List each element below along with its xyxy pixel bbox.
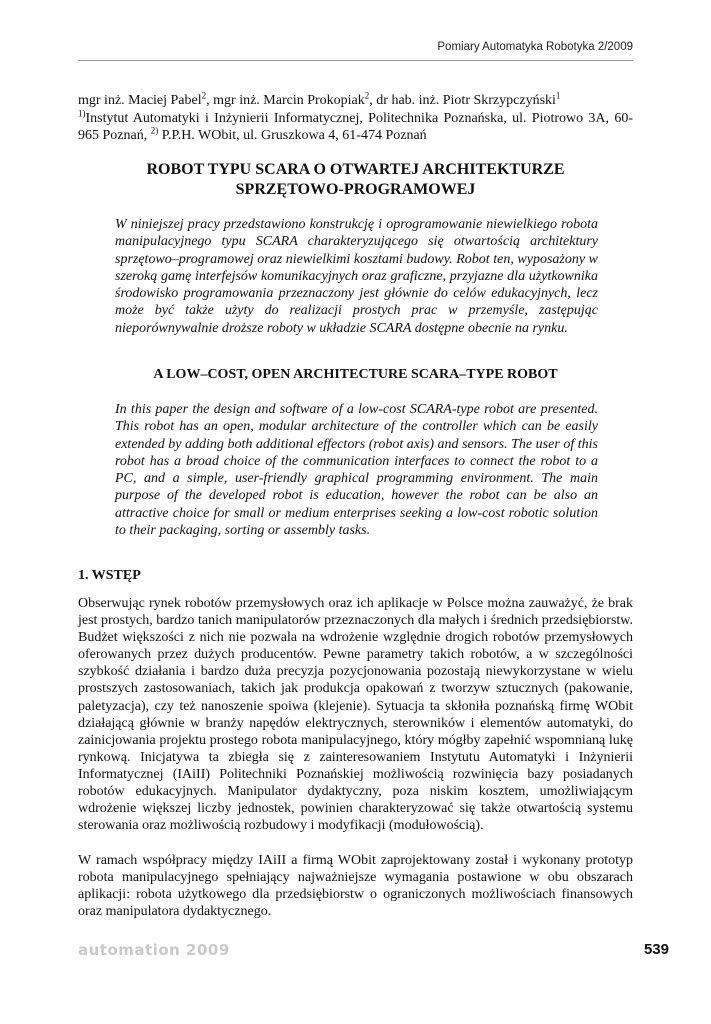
running-head: Pomiary Automatyka Robotyka 2/2009 xyxy=(437,41,633,53)
affiliation-marker: 2) xyxy=(150,125,159,136)
page-number: 539 xyxy=(643,941,669,958)
authors-block xyxy=(78,92,633,145)
paper-title xyxy=(78,160,633,200)
author-name: , mgr inż. Marcin Prokopiak xyxy=(206,93,365,108)
english-title: A LOW–COST, OPEN ARCHITECTURE SCARA–TYPE ROBOT xyxy=(153,367,558,382)
title-line: SPRZĘTOWO-PROGRAMOWEJ xyxy=(235,181,476,198)
affiliation-marker: 1 xyxy=(555,90,561,101)
body-paragraph: W ramach współpracy między IAiII a firmą WObit zaprojektowany został i wykonany prototyp robota manipulacyjnego spełniający najważniejsze wymagania postawione w obu obszarach aplikacji: robota użytkowego dla przedsiębiorstw o ograniczonych możliwościach finansowych oraz manipulatora dydaktycznego. xyxy=(78,853,633,920)
author-name: mgr inż. Maciej Pabel xyxy=(78,93,202,108)
affiliation-marker: 2 xyxy=(201,90,207,101)
body-paragraph: Obserwując rynek robotów przemysłowych oraz ich aplikacje w Polsce można zauważyć, że brak jest prostych, bardzo tanich manipulatorów przeznaczonych dla małych i średnich przedsiębiorstw. Budżet większości z nich nie pozwala na wdrożenie względnie drogich robotów przemysłowych oferowanych przez dużych producentów. Pewne parametry takich robotów, a w szczególności szybkość działania i bardzo duża precyzja pozycjonowania pozostają niewykorzystane w wielu prostszych zastosowaniach, takich jak produkcja opakowań z tworzyw sztucznych (pakowanie, paletyzacja), czy też nanoszenie spoiwa (klejenie). Sytuacja ta skłoniła poznańską firmę WObit działającą głównie w branży napędów elektrycznych, sterowników i elementów automatyki, do zainicjowania projektu prostego robota manipulacyjnego, który mógłby zapełnić wspomnianą lukę rynkową. Inicjatywa ta zbiegła się z zainteresowaniem Instytutu Automatyki i Inżynierii Informatycznej (IAiII) Politechniki Poznańskiej możliwością rozwinięcia bazy posiadanych robotów edukacyjnych. Manipulator dydaktyczny, poza niskim kosztem, umożliwiającym wdrożenie większej liczby jednostek, powinien charakteryzować się także otwartością systemu sterowania oraz możliwością rozbudowy i modyfikacji (modułowością). xyxy=(78,596,633,834)
abstract-english: In this paper the design and software of a low-cost SCARA-type robot are presented. This robot has an open, modular architecture of the controller which can be easily extended by adding both additional effectors (robot axis) and sensors. The user of this robot has a broad choice of the communication interfaces to connect the robot to a PC, and a simple, user-friendly graphical programming environment. The main purpose of the developed robot is education, however the robot can be also an attractive choice for small or medium enterprises seeking a low-cost robotic solution to their packaging, sorting or assembly tasks. xyxy=(115,402,598,539)
affiliation-text: Instytut Automatyki i Inżynierii Informatycznej, Politechnika Poznańska, ul. Piotrowo 3A, 60-965 Poznań, xyxy=(78,110,633,143)
author-name: , dr hab. inż. Piotr Skrzypczyński xyxy=(369,93,556,108)
affiliation-marker: 2 xyxy=(364,90,370,101)
header-rule xyxy=(78,60,633,61)
title-line: ROBOT TYPU SCARA O OTWARTEJ ARCHITEKTURZE xyxy=(146,161,565,178)
section-heading: 1. WSTĘP xyxy=(78,568,141,583)
conference-logo: automation 2009 xyxy=(78,941,230,959)
affiliation-marker: 1) xyxy=(78,107,86,118)
affiliation-text: P.P.H. WObit, ul. Gruszkowa 4, 61-474 Poznań xyxy=(158,128,427,143)
abstract-polish: W niniejszej pracy przedstawiono konstrukcję i oprogramowanie niewielkiego robota manipulacyjnego typu SCARA charakteryzującego się otwartością architektury sprzętowo–programowej oraz niewielkimi kosztami budowy. Robot ten, wyposażony w szeroką gamę interfejsów komunikacyjnych oraz graficzne, przyjazne dla użytkownika środowisko programowania przeznaczony jest głównie do celów edukacyjnych, lecz może być także użyty do realizacji prostych prac w przemyśle, zastępując nieporównywalnie droższe roboty w układzie SCARA dostępne obecnie na rynku. xyxy=(115,217,598,336)
